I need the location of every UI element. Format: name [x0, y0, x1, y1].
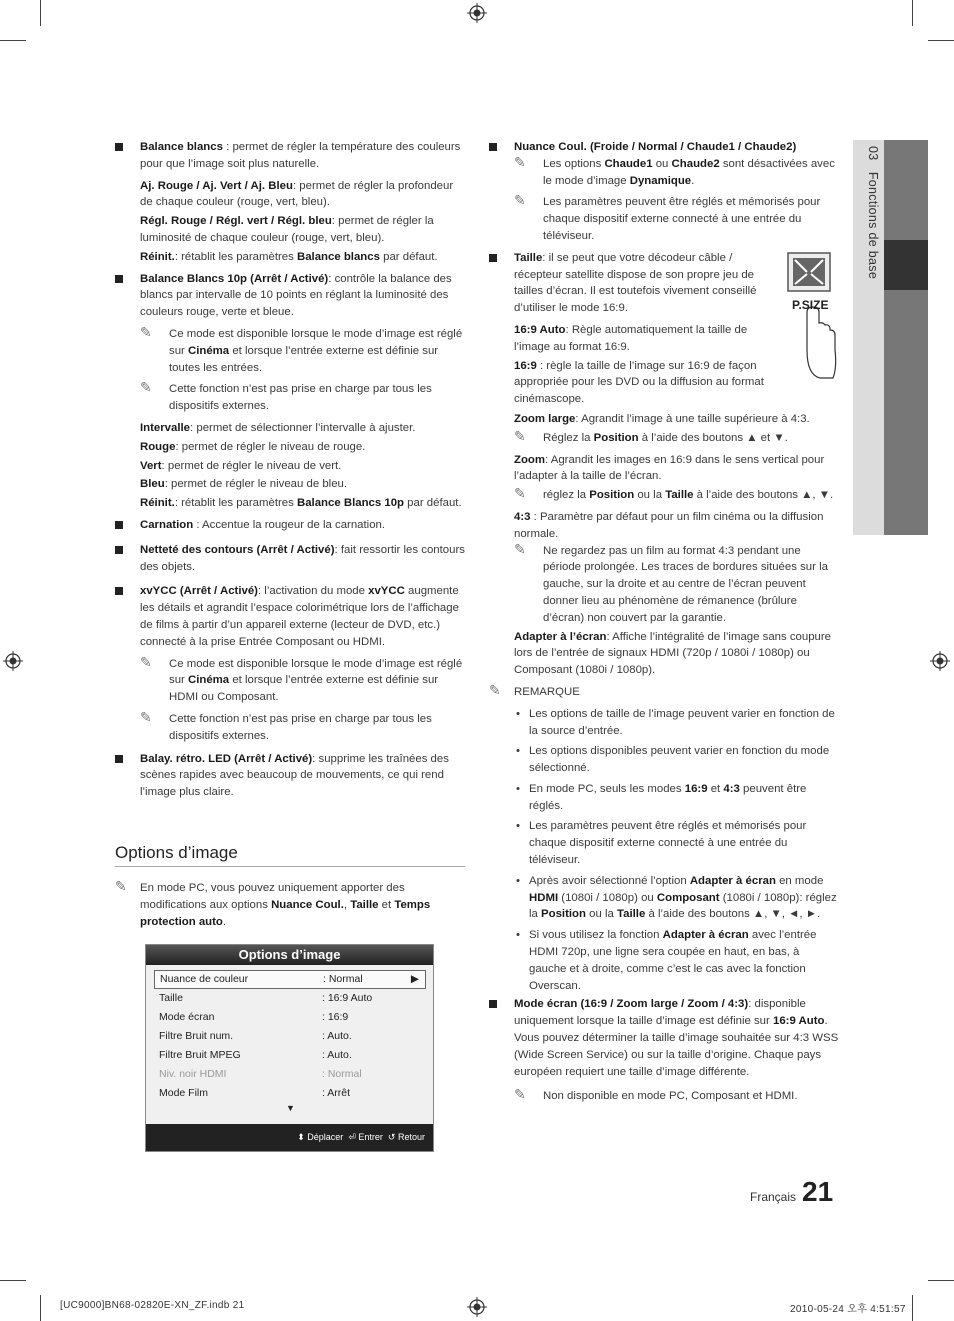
bullet-square-icon	[115, 521, 123, 529]
note-pencil-icon: ✎	[115, 878, 127, 894]
note-pencil-icon: ✎	[514, 153, 526, 170]
section-title: Options d’image	[115, 843, 238, 862]
bullet-square-icon	[489, 143, 497, 151]
bullet-square-icon	[489, 1000, 497, 1008]
language-label: Français	[750, 1190, 797, 1204]
bullet-dot-icon: •	[516, 782, 520, 795]
crop-mark	[912, 0, 913, 26]
right-column: Nuance Coul. (Froide / Normal / Chaude1 / Chaude2) ✎ Les options Chaude1 ou Chaude2 sont désactivées avec le mode d’image Dynamique. ✎ Les paramètres peuvent être réglés et mémorisés pour chaque dispositif externe connecté à une entrée du téléviseur. Taille: il se peut que votre décodeur câble / récepteur satellite dispose de son propre jeu de tailles d’écran. Il est toutefois vivement conseillé d’utiliser le mode 16:9. 16:9 Auto: Règle automatiquement la taille de l’image au format 16:9. 16:9 : règle la taille de l’image sur 16:9 de façon appropriée pour les DVD ou la diffusion au format cinémascope. Zoom large: Agrandit l’image à une taille supérieure à 4:3. ✎ Réglez la Position à l’aide des boutons ▲ et ▼. Zoom: Agrandit les images en 16:9 dans le sens vertical pour l’adapter à la taille de l’écran. ✎ réglez la Position ou la Taille à l’aide des boutons ▲, ▼. 4:3 : Paramètre par défaut pour un film cinéma ou la diffusion normale. ✎ Ne regardez pas un film au format 4:3 pendant une période prolongée. Les traces de bordures situées sur la gauche, sur la droite et au centre de l’écran peuvent donner lieu au phénomène de rémanence (brûlure d’écran) non couvert par la garantie. Adapter à l’écran: Affiche l’intégralité de l’image sans coupure lors de l’entrée de signaux HDMI (720p / 1080i / 1080p) ou Composant (1080i / 1080p). ✎ REMARQUE • Les options de taille de l’image peuvent varier en fonction de la source d’entrée. • Les options disponibles peuvent varier en fonction du mode sélectionné. • En mode PC, seuls les modes 16:9 et 4:3 peuvent être réglés. • Les paramètres peuvent être réglés et mémorisés pour chaque dispositif externe connecté à une entrée du téléviseur. • Après avoir sélectionné l’option Adapter à écran en mode HDMI (1080i / 1080p) ou Composant (1080i / 1080p): réglez la Position ou la Taille à l’aide des boutons ▲, ▼, ◄, ►. • Si vous utilisez la fonction Adapter à écran avec l’entrée HDMI 720p, une ligne sera coupée en haut, en bas, à gauche et à droite, comme c’est le cas avec la fonction Overscan. Mode écran (16:9 / Zoom large / Zoom / 4:3): disponible uniquement lorsque la taille d’image est définie sur 16:9 Auto. Vous pouvez déterminer la taille d’image souhaitée sur 4:3 WSS (Wide Screen Service) ou sur la taille d’origine. Chaque pays européen requiert une taille d’image différente. ✎ Non disponible en mode PC, Composant et HDMI.	[489, 141, 839, 1103]
page-number: 21	[802, 1176, 834, 1207]
note-pencil-icon: ✎	[140, 323, 152, 340]
bullet-square-icon	[115, 546, 123, 554]
psize-button-label: P.SIZE	[792, 298, 829, 312]
note-pencil-icon: ✎	[514, 192, 526, 209]
osd-row-mode-ecran[interactable]: Mode écran : 16:9	[159, 1011, 349, 1023]
print-stamp: 2010-05-24 오후 4:51:57	[790, 1304, 906, 1315]
osd-row-filtre-num[interactable]: Filtre Bruit num. : Auto.	[159, 1030, 352, 1042]
bullet-square-icon	[115, 755, 123, 763]
left-column: Balance blancs : permet de régler la température des couleurs pour que l’image soit plus naturelle. Aj. Rouge / Aj. Vert / Aj. Bleu: permet de régler la profondeur de chaque couleur (rouge, vert, bleu). Régl. Rouge / Régl. vert / Régl. bleu: permet de régler la luminosité de chaque couleur (rouge, vert, bleu). Réinit.: rétablit les paramètres Balance blancs par défaut. Balance Blancs 10p (Arrêt / Activé): contrôle la balance des blancs par intervalle de 10 points en réglant la luminosité des couleurs rouge, verte et bleue. ✎ Ce mode est disponible lorsque le mode d’image est réglé sur Cinéma et lorsque l’entrée externe est définie sur toutes les entrées. ✎ Cette fonction n’est pas prise en charge par tous les dispositifs externes. Intervalle: permet de sélectionner l’intervalle à ajuster. Rouge: permet de régler le niveau de rouge. Vert: permet de régler le niveau de vert. Bleu: permet de régler le niveau de bleu. Réinit.: rétablit les paramètres Balance Blancs 10p par défaut. Carnation : Accentue la rougeur de la carnation. Netteté des contours (Arrêt / Activé): fait ressortir les contours des objets. xvYCC (Arrêt / Activé): l’activation du mode xvYCC augmente les détails et agrandit l’espace colorimétrique lors de l’affichage de films à partir d’un appareil externe (lecteur de DVD, etc.) connecté à la prise Entrée Composant ou HDMI. ✎ Ce mode est disponible lorsque le mode d’image est réglé sur Cinéma et lorsque l’entrée externe est définie sur HDMI ou Composant. ✎ Cette fonction n’est pas prise en charge par tous les dispositifs externes. Balay. rétro. LED (Arrêt / Activé): supprime les traînées des scènes rapides avec beaucoup de mouvements, ce qui rend l’image plus claire.	[115, 139, 467, 801]
osd-row-nuance[interactable]: Nuance de couleur : Normal ▶	[154, 970, 426, 989]
scroll-down-icon[interactable]: ▼	[286, 1103, 295, 1113]
note-pencil-icon: ✎	[514, 485, 526, 502]
bullet-square-icon	[115, 143, 123, 151]
remote-hand-psize-icon	[785, 250, 840, 385]
osd-row-filtre-mpeg[interactable]: Filtre Bruit MPEG : Auto.	[159, 1049, 352, 1061]
bullet-square-icon	[115, 587, 123, 595]
chapter-tab-bar	[884, 140, 928, 240]
note-pencil-icon: ✎	[140, 379, 152, 396]
note-pencil-icon: ✎	[514, 540, 526, 557]
return-icon: ↺	[387, 1132, 396, 1142]
crop-mark	[0, 1280, 26, 1281]
registration-mark-icon	[467, 3, 487, 23]
registration-mark-icon	[3, 651, 23, 671]
osd-footer: ⬍ Déplacer ⏎ Entrer ↺ Retour	[146, 1124, 433, 1151]
arrow-right-icon: ▶	[410, 973, 419, 985]
file-info: [UC9000]BN68-02820E-XN_ZF.indb 21	[60, 1300, 245, 1311]
note-pencil-icon: ✎	[514, 1086, 526, 1103]
chapter-label: 03 Fonctions de base	[866, 146, 880, 280]
move-icon: ⬍	[297, 1132, 305, 1142]
osd-title: Options d’image	[146, 945, 433, 965]
note-pencil-icon: ✎	[514, 427, 526, 444]
chapter-tab-bar	[884, 290, 928, 535]
bullet-dot-icon: •	[516, 745, 520, 758]
osd-menu	[145, 944, 434, 1152]
registration-mark-icon	[930, 651, 950, 671]
bullet-dot-icon: •	[516, 929, 520, 942]
bullet-dot-icon: •	[516, 707, 520, 720]
bullet-dot-icon: •	[516, 820, 520, 833]
note-pencil-icon: ✎	[140, 653, 152, 670]
osd-row-niv-noir-disabled: Niv. noir HDMI : Normal	[159, 1068, 362, 1080]
pc-note: ✎ En mode PC, vous pouvez uniquement apporter des modifications aux options Nuance Coul., Taille et Temps protection auto.	[115, 878, 431, 928]
note-pencil-icon: ✎	[140, 708, 152, 725]
section-divider	[115, 866, 465, 867]
crop-mark	[912, 1295, 913, 1321]
chapter-tab-marker	[884, 240, 928, 290]
bullet-square-icon	[489, 254, 497, 262]
enter-icon: ⏎	[348, 1132, 356, 1142]
osd-row-taille[interactable]: Taille : 16:9 Auto	[159, 992, 373, 1004]
bullet-dot-icon: •	[516, 874, 520, 887]
note-pencil-icon: ✎	[489, 681, 501, 698]
bullet-square-icon	[115, 275, 123, 283]
osd-row-mode-film[interactable]: Mode Film : Arrêt	[159, 1087, 351, 1099]
registration-mark-icon	[467, 1297, 487, 1317]
crop-mark	[928, 40, 954, 41]
crop-mark	[0, 40, 26, 41]
crop-mark	[40, 1295, 41, 1321]
crop-mark	[40, 0, 41, 26]
crop-mark	[928, 1280, 954, 1281]
